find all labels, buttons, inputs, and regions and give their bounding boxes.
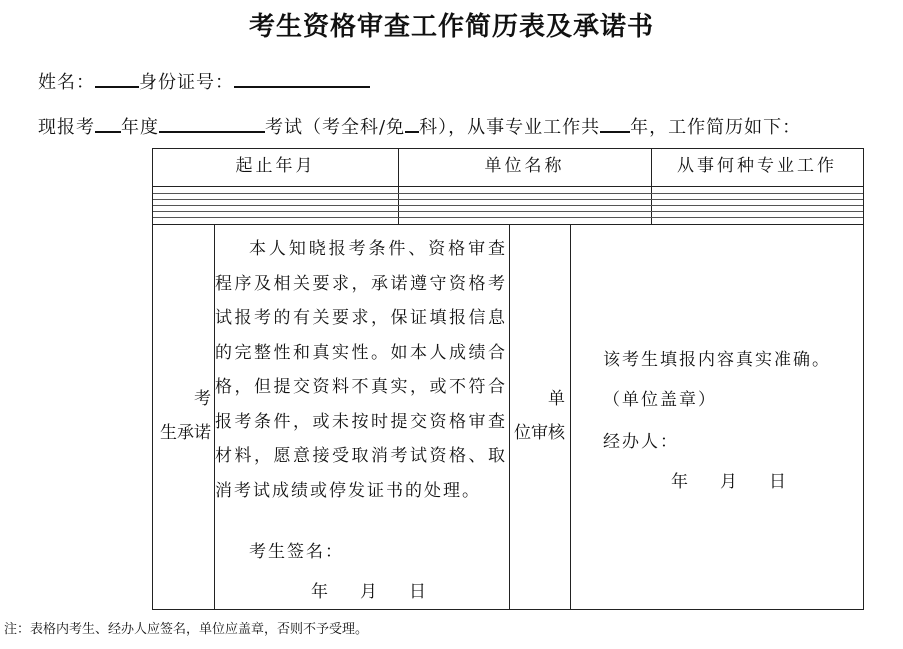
name-label: 姓名：: [38, 72, 95, 93]
header-unit-name: 单位名称: [484, 156, 565, 176]
unit-seal-text: （单位盖章）: [603, 390, 717, 410]
work-years-blank[interactable]: [600, 113, 630, 133]
unit-label-line2: 位审核: [514, 423, 565, 443]
date-year: 年: [671, 472, 690, 492]
candidate-sign-label[interactable]: 考生签名：: [249, 542, 344, 562]
unit-review-label: [510, 382, 569, 450]
row-divider: [153, 193, 863, 194]
name-id-line: [38, 68, 370, 94]
unit-confirm-text: 该考生填报内容真实准确。: [603, 350, 831, 370]
date-month: 月: [360, 582, 379, 602]
exam-name-blank[interactable]: [159, 113, 265, 133]
row-divider: [153, 205, 863, 206]
header-profession: 从事何种专业工作: [677, 156, 837, 176]
candidate-sign-date: [311, 577, 428, 602]
date-year: 年: [311, 582, 330, 602]
candidate-label-line1: 考: [194, 389, 211, 409]
date-day: 日: [409, 582, 428, 602]
id-number-blank[interactable]: [234, 68, 370, 88]
pledge-text: 本人知晓报考条件、资格审查程序及相关要求，承诺遵守资格考试报考的有关要求，保证填报信息的完整性和真实性。如本人成绩合格，但提交资料不真实，或不符合报考条件，或未按时提交资格审查材料，愿意接受取消考试资格、取消考试成绩或停发证书的处理。: [215, 239, 507, 501]
page-title: 考生资格审查工作简历表及承诺书: [248, 12, 654, 42]
handler-label[interactable]: 经办人：: [603, 432, 679, 452]
footnote: 注：表格内考生、经办人应签名，单位应盖章，否则不予受理。: [4, 622, 369, 637]
row-divider: [153, 199, 863, 200]
row-divider: [153, 217, 863, 218]
exam-text: 考试（考全科/免: [265, 117, 406, 138]
row-divider: [153, 224, 863, 225]
exam-prefix: 现报考: [38, 117, 95, 138]
unit-label-line1: 单: [548, 389, 565, 409]
unit-review-date: [671, 467, 788, 492]
header-period: 起止年月: [235, 156, 316, 176]
exam-info-line: [38, 113, 801, 139]
candidate-pledge-label: [153, 382, 211, 450]
name-blank[interactable]: [95, 68, 139, 88]
row-divider: [153, 211, 863, 212]
year-label: 年度: [121, 117, 159, 138]
resume-table: [152, 148, 864, 610]
exempt-subject-blank[interactable]: [405, 113, 419, 133]
date-month: 月: [720, 472, 739, 492]
id-label: 身份证号：: [139, 72, 234, 93]
subject-suffix: 科），从事专业工作共: [419, 117, 601, 138]
date-day: 日: [769, 472, 788, 492]
candidate-label-line2: 生承诺: [160, 423, 211, 443]
exam-count-blank[interactable]: [95, 113, 121, 133]
table-header-row: [153, 149, 863, 186]
row-divider: [153, 186, 863, 187]
col-divider: [570, 224, 571, 610]
years-suffix: 年，工作简历如下：: [630, 117, 802, 138]
